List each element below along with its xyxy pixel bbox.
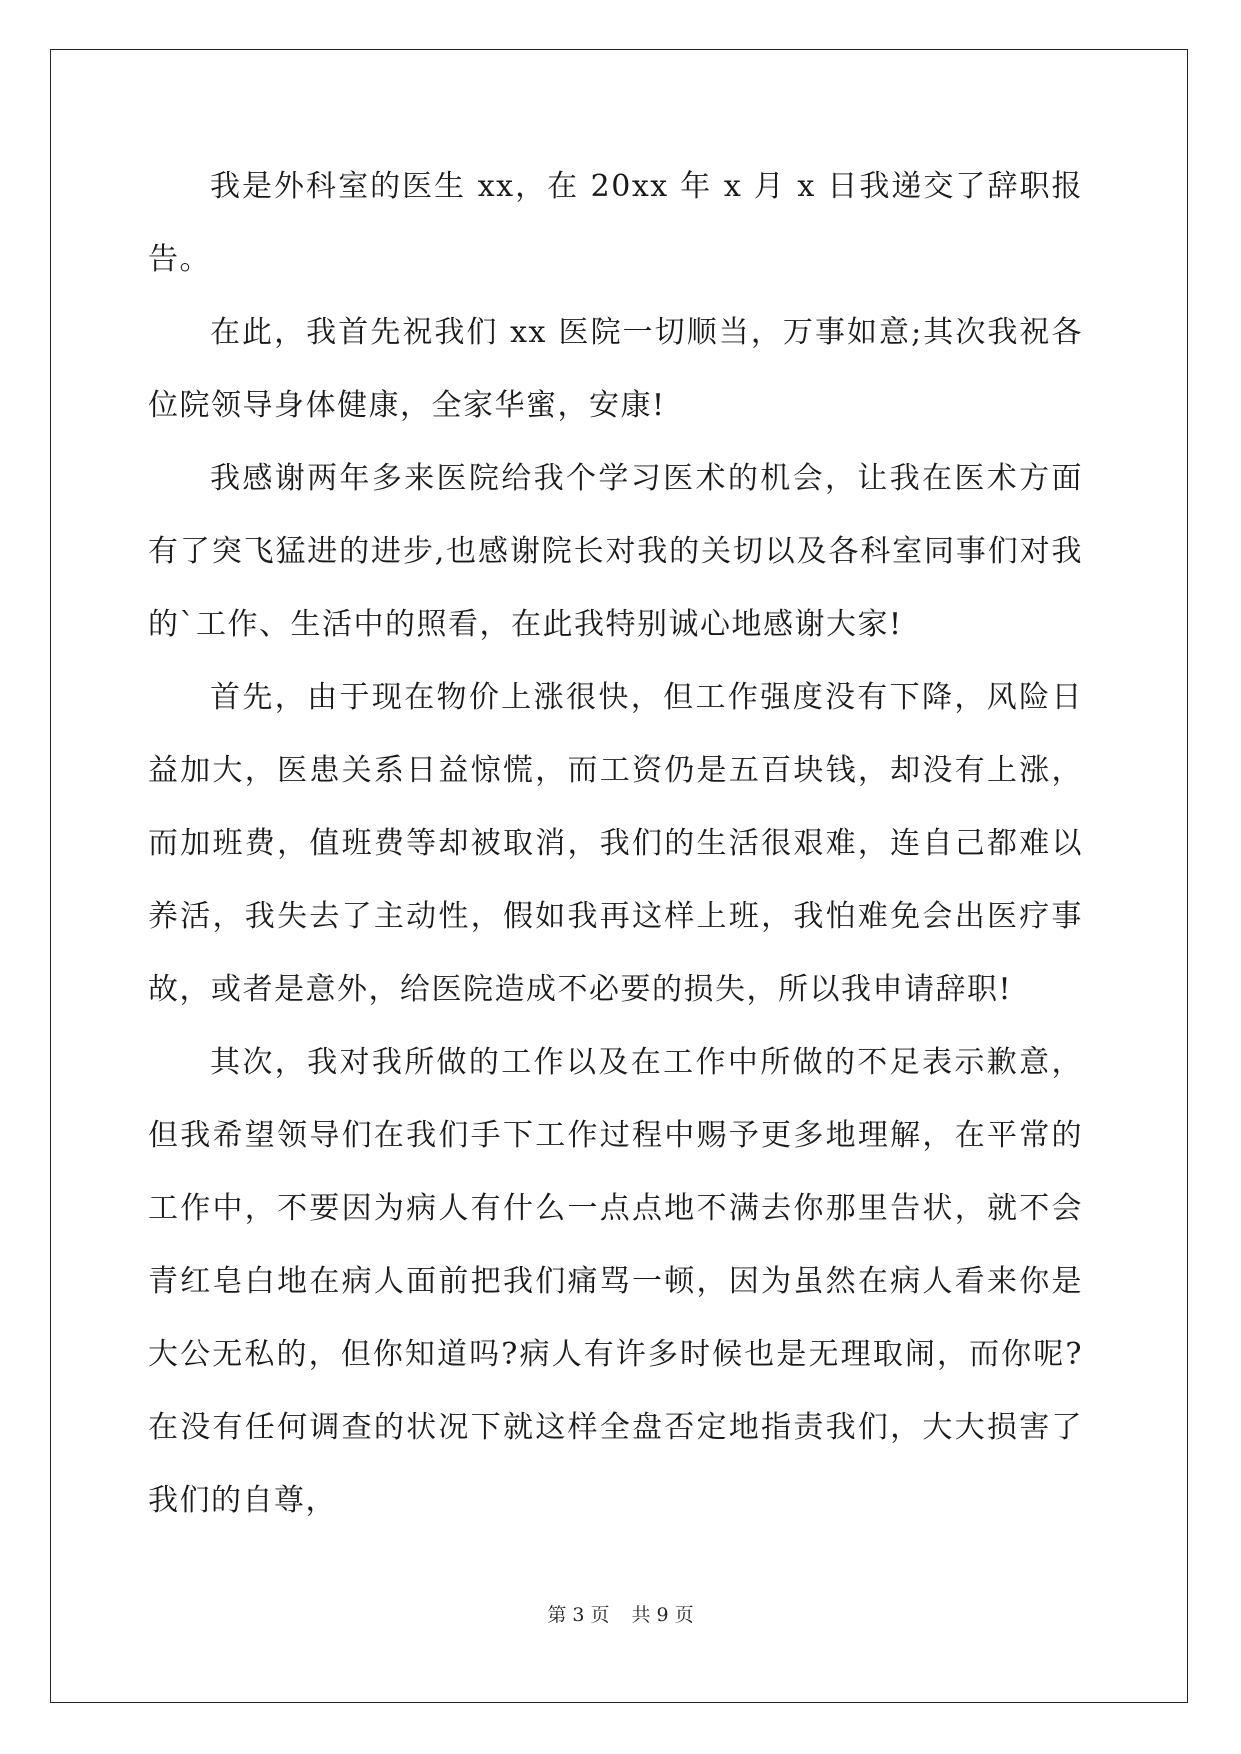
total-pages-indicator: 共 9 页 bbox=[631, 1604, 694, 1626]
paragraph-intro: 我是外科室的医生 xx，在 20xx 年 x 月 x 日我递交了辞职报告。 bbox=[148, 169, 1083, 277]
paragraph-thanks: 我感谢两年多来医院给我个学习医术的机会，让我在医术方面有了突飞猛进的进步,也感谢院长对我的关切以及各科室同事们对我的`工作、生活中的照看，在此我特别诚心地感谢大家! bbox=[148, 461, 1083, 642]
document-body bbox=[148, 150, 1083, 1537]
paragraph-wishes: 在此，我首先祝我们 xx 医院一切顺当，万事如意;其次我祝各位院领导身体健康，全家华蜜，安康! bbox=[148, 315, 1083, 423]
paragraph-first-reason: 首先，由于现在物价上涨很快，但工作强度没有下降，风险日益加大，医患关系日益惊慌，而工资仍是五百块钱，却没有上涨，而加班费，值班费等却被取消，我们的生活很艰难，连自己都难以养活，我失去了主动性，假如我再这样上班，我怕难免会出医疗事故，或者是意外，给医院造成不必要的损失，所以我申请辞职! bbox=[148, 680, 1083, 1007]
page-footer bbox=[0, 1600, 1241, 1627]
current-page-indicator: 第 3 页 bbox=[547, 1604, 610, 1626]
paragraph-second-reason: 其次，我对我所做的工作以及在工作中所做的不足表示歉意，但我希望领导们在我们手下工作过程中赐予更多地理解，在平常的工作中，不要因为病人有什么一点点地不满去你那里告状，就不会青红皂白地在病人面前把我们痛骂一顿，因为虽然在病人看来你是大公无私的，但你知道吗?病人有许多时候也是无理取闹，而你呢?在没有任何调查的状况下就这样全盘否定地指责我们，大大损害了我们的自尊， bbox=[148, 1045, 1083, 1518]
